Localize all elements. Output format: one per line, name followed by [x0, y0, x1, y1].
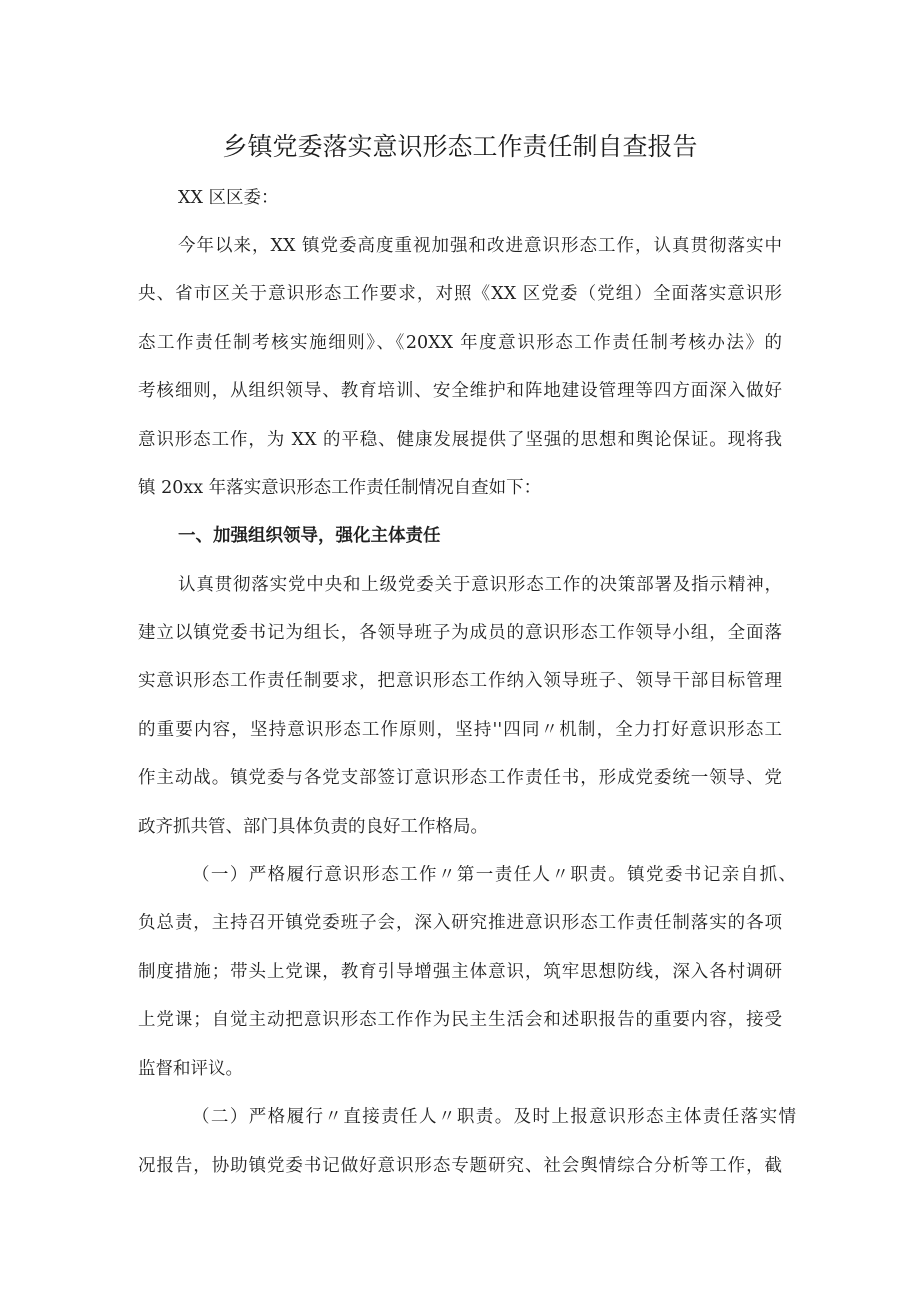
- section-line: 实意识形态工作责任制要求，把意识形态工作纳入领导班子、领导干部目标管理: [138, 671, 782, 691]
- document-title: 乡镇党委落实意识形态工作责任制自查报告: [222, 132, 698, 161]
- intro-line: 态工作责任制考核实施细则》、《20XX 年度意识形态工作责任制考核办法》的: [138, 333, 782, 353]
- section-line: 认真贯彻落实党中央和上级党委关于意识形态工作的决策部署及指示精神，: [178, 575, 782, 595]
- subsection-line: （二）严格履行〃直接责任人〃职责。及时上报意识形态主体责任落实情: [192, 1107, 796, 1127]
- section-line: 作主动战。镇党委与各党支部签订意识形态工作责任书，形成党委统一领导、党: [138, 768, 782, 788]
- subsection-line: （一）严格履行意识形态工作〃第一责任人〃职责。镇党委书记亲自抓、: [192, 865, 796, 885]
- subsection-line: 上党课；自觉主动把意识形态工作作为民主生活会和述职报告的重要内容，接受: [138, 1010, 782, 1030]
- intro-line: 央、省市区关于意识形态工作要求，对照《XX 区党委（党组）全面落实意识形: [138, 284, 782, 304]
- salutation: XX 区区委：: [178, 188, 279, 208]
- subsection-line: 况报告，协助镇党委书记做好意识形态专题研究、社会舆情综合分析等工作，截: [138, 1156, 782, 1176]
- subsection-line: 监督和评议。: [138, 1059, 243, 1079]
- section-heading: 一、加强组织领导，强化主体责任: [178, 526, 441, 546]
- section-line: 政齐抓共管、部门具体负责的良好工作格局。: [138, 817, 488, 837]
- section-line: 建立以镇党委书记为组长，各领导班子为成员的意识形态工作领导小组，全面落: [138, 623, 782, 643]
- subsection-line: 负总责，主持召开镇党委班子会，深入研究推进意识形态工作责任制落实的各项: [138, 913, 782, 933]
- intro-line: 镇 20xx 年落实意识形态工作责任制情况自查如下：: [138, 478, 542, 498]
- subsection-line: 制度措施；带头上党课，教育引导增强主体意识，筑牢思想防线，深入各村调研: [138, 962, 782, 982]
- section-line: 的重要内容，坚持意识形态工作原则，坚持''四同〃机制，全力打好意识形态工: [138, 720, 782, 740]
- intro-line: 今年以来，XX 镇党委高度重视加强和改进意识形态工作，认真贯彻落实中: [178, 236, 782, 256]
- intro-line: 考核细则，从组织领导、教育培训、安全维护和阵地建设管理等四方面深入做好: [138, 381, 782, 401]
- intro-line: 意识形态工作，为 XX 的平稳、健康发展提供了坚强的思想和舆论保证。现将我: [138, 430, 782, 450]
